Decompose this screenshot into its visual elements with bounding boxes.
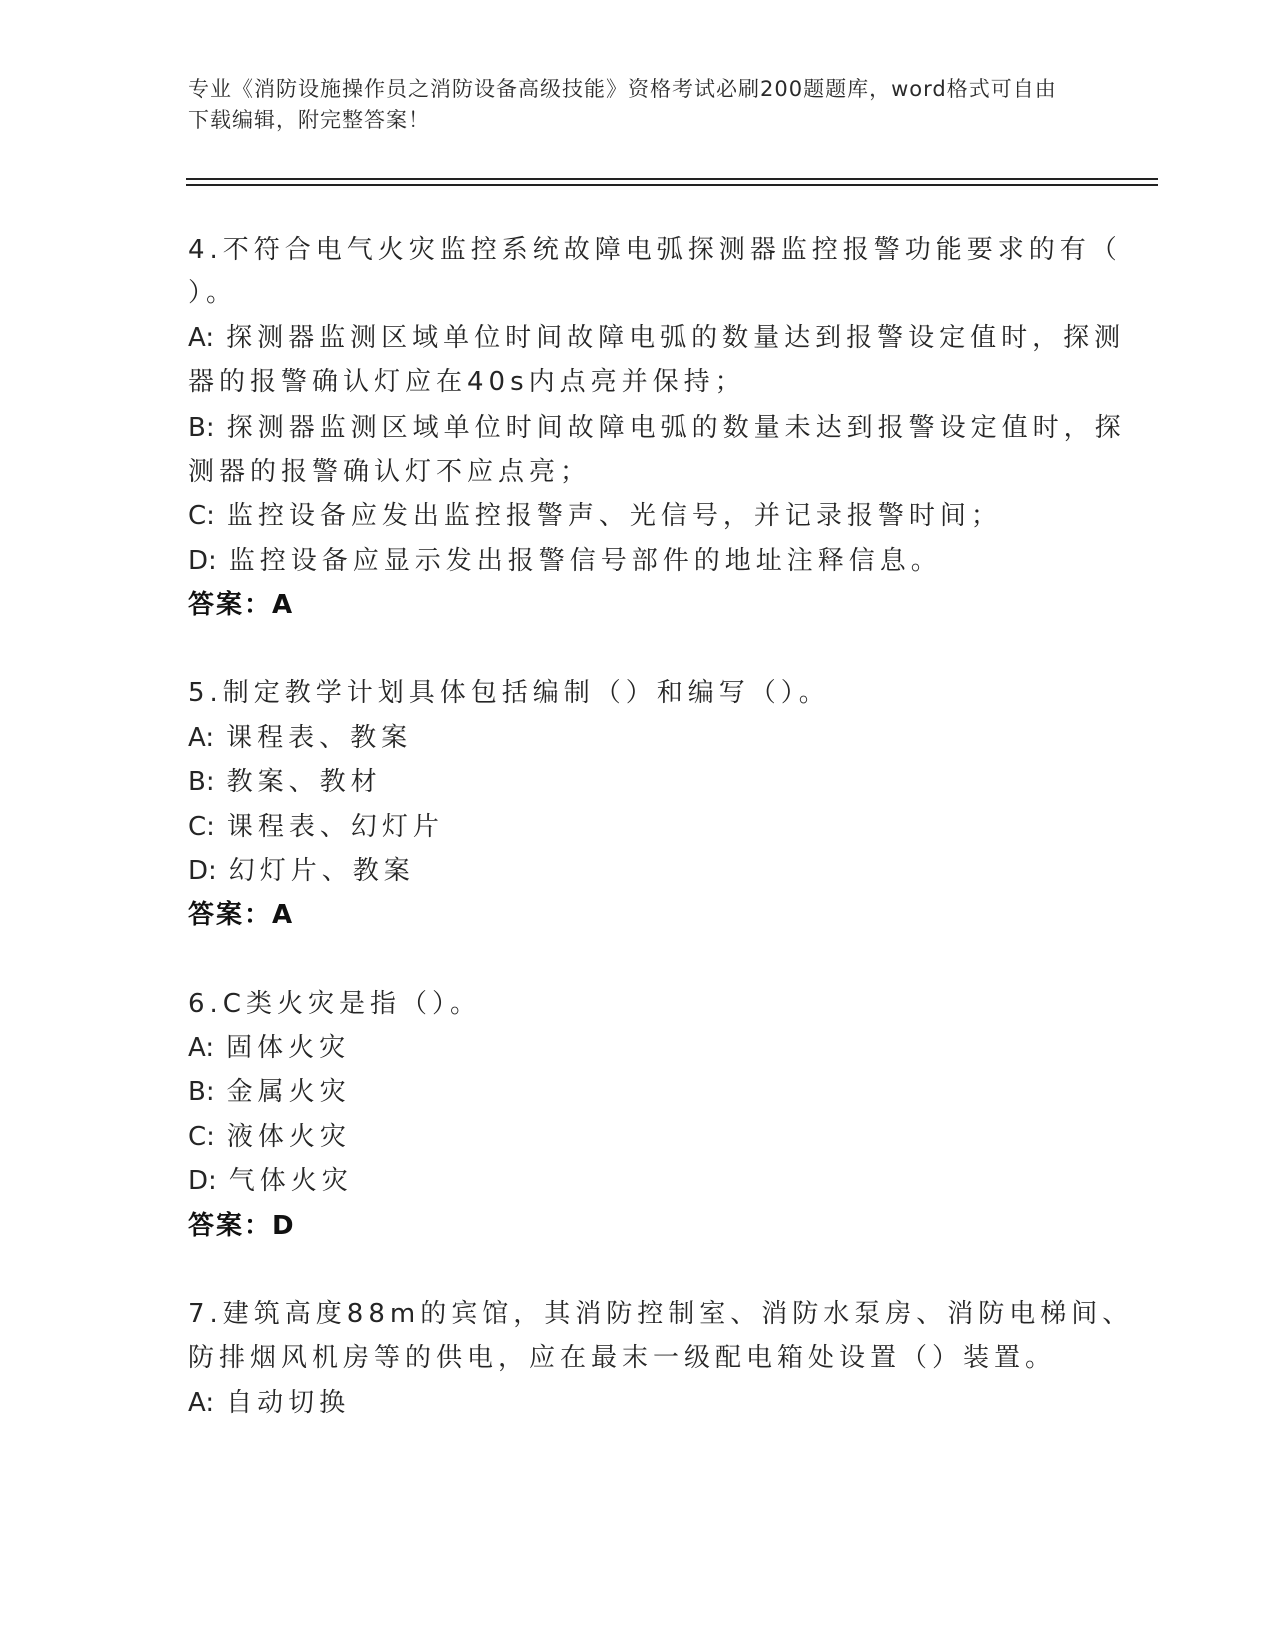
option-letter: D: [188,1166,217,1196]
question-7-stem-line-2: 防排烟风机房等的供电，应在最末一级配电箱处设置（）装置。 [188,1343,1057,1373]
question-5-stem: 5.制定教学计划具体包括编制（）和编写（）。 [188,678,830,708]
option-letter: D: [188,546,217,576]
option-text: 监控设备应显示发出报警信号部件的地址注释信息。 [228,546,942,576]
question-7-option-a [188,1386,350,1420]
question-4-stem-line-1: 4.不符合电气火灾监控系统故障电弧探测器监控报警功能要求的有（ [188,235,1122,265]
question-6-stem: 6.C类火灾是指（）。 [188,989,481,1019]
option-text: 金属火灾 [226,1077,351,1107]
question-4-option-c [188,499,1002,533]
option-letter: B: [188,413,215,443]
option-text: 气体火灾 [228,1166,353,1196]
question-6-answer: 答案：D [188,1211,296,1241]
option-letter: C: [188,812,215,842]
question-4-option-b [188,411,1126,445]
option-letter: A: [188,723,215,753]
question-5-option-b [188,765,382,799]
option-text: 探测器监测区域单位时间故障电弧的数量未达到报警设定值时，探 [226,413,1126,443]
question-4-option-a-cont: 器的报警确认灯应在40s内点亮并保持； [188,367,746,397]
option-text: 教案、教材 [226,767,382,797]
option-text: 监控设备应发出监控报警声、光信号，并记录报警时间； [226,501,1002,531]
option-text: 幻灯片、教案 [228,856,415,886]
document-header: 专业《消防设施操作员之消防设备高级技能》资格考试必刷200题题库，word格式可自由下载编辑，附完整答案！ [188,77,1057,132]
option-letter: A: [188,1033,215,1063]
option-text: 探测器监测区域单位时间故障电弧的数量达到报警设定值时，探测 [226,323,1126,353]
question-6-option-a [188,1031,350,1065]
header-divider-bottom [186,184,1158,186]
option-text: 液体火灾 [226,1122,351,1152]
option-letter: D: [188,856,217,886]
header-divider-top [186,178,1158,180]
question-6-option-b [188,1075,351,1109]
question-4-answer: 答案：A [188,590,295,620]
option-text: 自动切换 [226,1388,351,1418]
question-4-option-a [188,321,1125,355]
option-letter: A: [188,1388,215,1418]
option-letter: B: [188,767,215,797]
question-5-option-d [188,854,415,888]
option-text: 固体火灾 [226,1033,351,1063]
question-6-option-c [188,1120,351,1154]
option-text: 课程表、教案 [226,723,413,753]
question-4-option-b-cont: 测器的报警确认灯不应点亮； [188,457,592,487]
question-5-option-c [188,810,444,844]
option-letter: B: [188,1077,215,1107]
option-letter: C: [188,501,215,531]
option-letter: C: [188,1122,215,1152]
question-7-stem-line-1: 7.建筑高度88m的宾馆，其消防控制室、消防水泵房、消防电梯间、 [188,1299,1134,1329]
option-letter: A: [188,323,215,353]
question-4-stem-line-2: ）。 [188,278,238,308]
question-4-option-d [188,544,942,578]
question-5-option-a [188,721,412,755]
question-6-option-d [188,1164,353,1198]
option-text: 课程表、幻灯片 [226,812,444,842]
question-5-answer: 答案：A [188,900,295,930]
